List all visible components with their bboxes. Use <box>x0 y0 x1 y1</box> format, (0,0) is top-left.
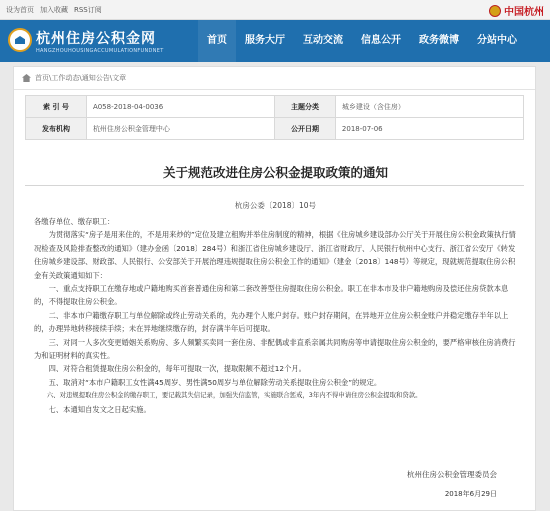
article-title: 关于规范改进住房公积金提取政策的通知 <box>162 165 388 180</box>
paragraph-2: 二、非本市户籍缴存职工与单位解除或终止劳动关系的，先办理个人账户封存。账户封存期间，在异地开立住房公积金账户并稳定缴存半年以上的，办理异地转移接续手续；未在异地继续缴存的，封存满半年后可提取。 <box>34 310 509 334</box>
paragraph-1: 一、重点支持职工在缴存地或户籍地购买首套普通住房和第二套改善型住房提取住房公积金。职工在非本市及非户籍地购房及偿还住房贷款本息的，不得提取住房公积金。 <box>34 284 509 307</box>
breadcrumb <box>22 73 126 83</box>
top-utility-bar <box>0 0 550 20</box>
nav-home[interactable]: 首页 <box>198 20 236 62</box>
site-header <box>0 20 550 62</box>
sign-date: 2018年6月29日 <box>444 490 497 498</box>
article-panel <box>13 66 536 511</box>
salutation: 各缴存单位、缴存职工： <box>34 217 115 226</box>
rss-link[interactable]: RSS订阅 <box>74 6 102 14</box>
paragraph-intro: 为贯彻落实“房子是用来住的，不是用来炒的”定位及建立租购并举住房制度的精神，根据《住房城乡建设部办公厅关于开展住房公积金政策执行情况检查及风险排查整改的通知》（建办金函〔2018〕284号）和浙江省住房城乡建设厅、浙江省财政厅、人民银行杭州中心支行、浙江省公安厅《转发住房城乡建设部、财政部、人民银行、公安部关于开展治理违规提取住房公积金工作的通知》（建金〔2018〕148号）等规定，现就规范提取住房公积金有关政策通知如下： <box>34 230 516 280</box>
breadcrumb-text[interactable]: 首页\工作动态\通知公告\文章 <box>35 74 127 82</box>
emblem-icon <box>489 5 501 17</box>
paragraph-4: 四、对符合租赁提取住房公积金的，每年可提取一次，提取限额不超过12个月。 <box>48 364 306 374</box>
site-subtitle: HANGZHOUHOUSINGACCUMULATIONFUNDNET <box>36 48 164 54</box>
nav-weibo[interactable]: 政务微博 <box>419 35 459 46</box>
paragraph-5: 五、取消对“本市户籍职工女性满45周岁、男性满50周岁与单位解除劳动关系提取住房公积金”的规定。 <box>48 377 382 387</box>
nav-interaction[interactable]: 互动交流 <box>303 35 343 46</box>
org-value: 杭州住房公积金管理中心 <box>86 118 274 140</box>
breadcrumb-divider <box>14 89 535 90</box>
main-nav <box>198 20 526 62</box>
china-hangzhou-label: 中国杭州 <box>504 7 544 18</box>
add-favorite-link[interactable]: 加入收藏 <box>40 6 68 14</box>
nav-branch-center[interactable]: 分站中心 <box>477 35 517 46</box>
paragraph-7: 七、本通知自发文之日起实施。 <box>48 404 151 414</box>
nav-service-hall[interactable]: 服务大厅 <box>245 35 285 46</box>
site-title[interactable]: 杭州住房公积金网 <box>36 31 156 47</box>
title-divider <box>25 185 524 186</box>
utility-links <box>6 5 102 15</box>
home-icon <box>22 74 31 82</box>
index-label: 索 引 号 <box>26 96 87 118</box>
subject-value: 城乡建设（含住房） <box>335 96 523 118</box>
subject-label: 主题分类 <box>274 96 335 118</box>
document-number: 杭房公委〔2018〕10号 <box>234 201 317 210</box>
article-body <box>34 215 520 416</box>
date-value: 2018-07-06 <box>335 118 523 140</box>
paragraph-6: 六、对违规提取住房公积金的缴存职工，要记载其失信记录，加强失信监管，实施联合惩戒，3年内不得申请住房公积金提取和贷款。 <box>46 391 422 400</box>
logo-icon[interactable] <box>8 28 32 52</box>
paragraph-3: 三、对同一人多次变更婚姻关系购房、多人频繁买卖同一套住房、非配偶或非直系亲属共同购房等申请提取住房公积金的，要严格审核住房消费行为和证明材料的真实性。 <box>34 337 516 361</box>
set-homepage-link[interactable]: 设为首页 <box>6 6 34 14</box>
china-hangzhou-badge[interactable] <box>489 3 544 18</box>
date-label: 公开日期 <box>274 118 335 140</box>
article-meta-table <box>25 95 524 140</box>
index-value: A058-2018-04-0036 <box>86 96 274 118</box>
nav-info-disclosure[interactable]: 信息公开 <box>361 35 401 46</box>
org-label: 发布机构 <box>26 118 87 140</box>
signature: 杭州住房公积金管理委员会 <box>407 470 497 479</box>
